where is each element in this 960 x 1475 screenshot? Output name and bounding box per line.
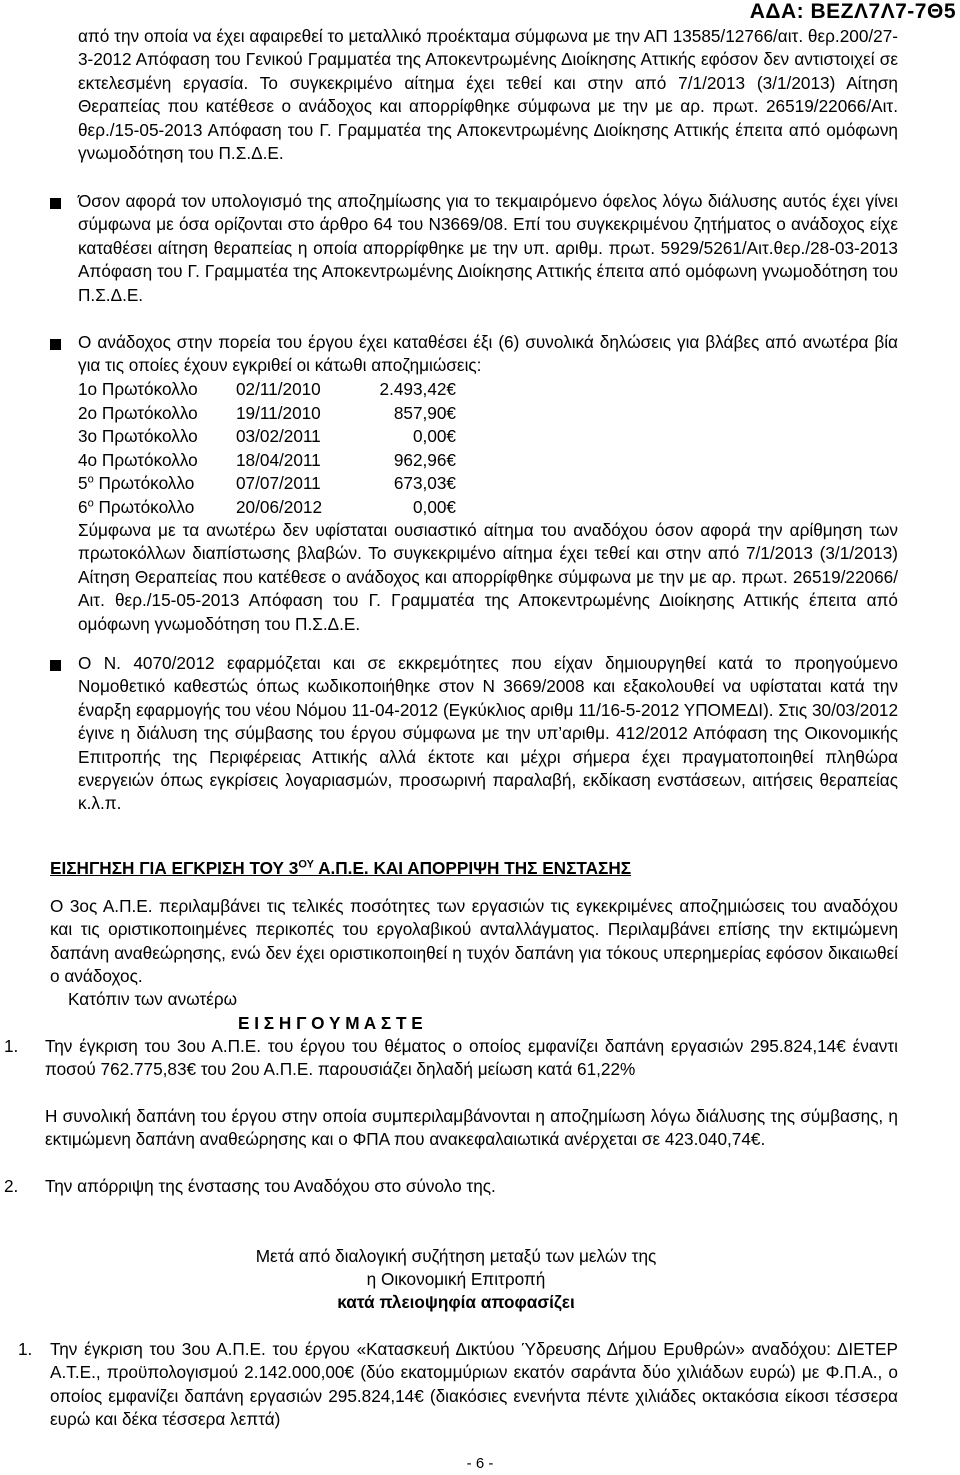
protocol-ordinal: ο bbox=[87, 496, 94, 509]
protocol-number: 3ο bbox=[78, 426, 98, 446]
protocol-number: 4ο bbox=[78, 449, 98, 470]
protocol-amount: 0,00€ bbox=[412, 496, 456, 517]
protocol-number: 6 bbox=[78, 496, 88, 517]
bullet-marker bbox=[50, 339, 61, 350]
after-table-paragraph: Σύμφωνα με τα ανωτέρω δεν υφίσταται ουσιαστικό αίτημα του αναδόχου όσον αφορά την αρίθμηση των πρωτοκόλλων διαπίστωσης βλαβών. Το συγκεκριμένο αίτημα έχει τεθεί και στην από 7/1/2013 (3/1/2013) Αίτηση Θεραπείας που κατέθεσε ο ανάδοχος και απορρίφθηκε σύμφωνα με την με αρ. πρωτ. 26519/22066/Αιτ. θερ./15-05-2013 Απόφαση του Γ. Γραμματέα της Αποκεντρωμένης Διοίκησης Αττικής έπειτα από ομόφωνη γνωμοδότηση του Π.Σ.Δ.Ε. bbox=[78, 520, 898, 634]
protocol-date: 03/02/2011 bbox=[236, 426, 321, 446]
bullet-paragraph-3: Ο Ν. 4070/2012 εφαρμόζεται και σε εκκρεμότητες που είχαν δημιουργηθεί κατά το προηγούμενο Νομοθετικό καθεστώς όπως κωδικοποιήθηκε στον Ν 3669/2008 και εξακολουθεί να υφίσταται κατά την έναρξη εφαρμογής του νέου Νόμου 11-04-2012 (Εγκύκλιος αριθμ 11/16-5-2012 ΥΠΟΜΕΔΙ). Στις 30/03/2012 έγινε η διάλυση της σύμβασης του έργου σύμφωνα με την υπ’αριθμ. 412/2012 Απόφαση της Οικονομικής Επιτροπής της Περιφέρειας Αττικής αλλά έκτοτε και μέχρι σήμερα έχει πραγματοποιηθεί πληθώρα ενεργειών όπως εγκρίσεις λογαριασμών, προσωρινή παραλαβή, εκδίκαση ενστάσεων, αιτήσεις θεραπείας κ.λ.π. bbox=[78, 653, 898, 814]
protocol-label: Πρωτόκολλο bbox=[98, 496, 195, 517]
heading-text: ΕΙΣΗΓΗΣΗ ΓΙΑ ΕΓΚΡΙΣΗ ΤΟΥ 3 bbox=[50, 858, 299, 878]
para-3ape: Ο 3ος Α.Π.Ε. περιλαμβάνει τις τελικές ποσότητες των εργασιών τις εγκεκριμένες αποζημιώσεις του αναδόχου και τις οριστικοποιημένες περικοπές του εργολαβικού ανταλλάγματος. Περιλαμβάνει επίσης την εκτιμώμενη δαπάνη αναθεώρησης, ενώ δεν έχει οριστικοποιηθεί η τυχόν δαπάνη για τόκους υπερημερίας εφόσον δικαιωθεί ο ανάδοχος. bbox=[50, 896, 898, 987]
protocol-date: 07/07/2011 bbox=[236, 473, 321, 493]
protocol-amount: 0,00€ bbox=[412, 426, 456, 446]
section-heading bbox=[50, 857, 631, 880]
protocol-number: 2ο bbox=[78, 402, 98, 423]
protocol-date: 02/11/2010 bbox=[236, 379, 321, 399]
decision-number: 1. bbox=[18, 1339, 33, 1359]
heading-text-end: Α.Π.Ε. ΚΑΙ ΑΠΟΡΡΙΨΗ ΤΗΣ ΕΝΣΤΑΣΗΣ bbox=[313, 858, 632, 878]
bullet-marker bbox=[50, 660, 61, 671]
intro-paragraph: από την οποία να έχει αφαιρεθεί το μεταλλικό προέκταμα σύμφωνα με την ΑΠ 13585/12766/αιτ. θερ.200/27-3-2012 Απόφαση του Γενικού Γραμματέα της Αποκεντρωμένης Διοίκησης Αττικής εφόσον δεν αντιστοιχεί σε εκτελεσμένη εργασία. Το συγκεκριμένο αίτημα έχει τεθεί και στην από 7/1/2013 (3/1/2013) Αίτηση Θεραπείας που κατέθεσε ο ανάδοχος και απορρίφθηκε σύμφωνα με την με αρ. πρωτ. 26519/22066/Αιτ. θερ./15-05-2013 Απόφαση του Γ. Γραμματέα της Αποκεντρωμένης Διοίκησης Αττικής έπειτα από ομόφωνη γνωμοδότηση του Π.Σ.Δ.Ε. bbox=[78, 26, 898, 164]
closing-line-2: η Οικονομική Επιτροπή bbox=[366, 1269, 546, 1289]
protocol-amount: 2.493,42€ bbox=[379, 379, 456, 399]
bullet-marker bbox=[50, 198, 61, 209]
protocol-amount: 673,03€ bbox=[393, 473, 456, 493]
protocol-label: Πρωτόκολλο bbox=[101, 426, 198, 446]
protocol-label: Πρωτόκολλο bbox=[98, 473, 195, 493]
item-2-text: Την απόρριψη της ένστασης του Αναδόχου στο σύνολο της. bbox=[45, 1176, 496, 1196]
protocol-number: 5 bbox=[78, 473, 88, 493]
closing-line-3: κατά πλειοψηφία αποφασίζει bbox=[337, 1292, 575, 1312]
protocol-label: Πρωτόκολλο bbox=[101, 449, 198, 470]
bullet-paragraph-2: Ο ανάδοχος στην πορεία του έργου έχει καταθέσει έξι (6) συνολικά δηλώσεις για βλάβες από ανωτέρα βία για τις οποίες έχουν εγκριθεί οι κάτωθι αποζημιώσεις: bbox=[78, 332, 898, 376]
closing-line-1: Μετά από διαλογική συζήτηση μεταξύ των μελών της bbox=[255, 1246, 657, 1266]
eisigoumaste-heading: Ε Ι Σ Η Γ Ο Υ Μ Α Σ Τ Ε bbox=[238, 1013, 423, 1033]
protocol-number: 1ο bbox=[78, 379, 98, 399]
item-number: 2. bbox=[4, 1176, 19, 1196]
protocol-date: 19/11/2010 bbox=[236, 402, 321, 423]
decision-text: Την έγκριση του 3ου Α.Π.Ε. του έργου «Κατασκευή Δικτύου Ύδρευσης Δήμου Ερυθρών» αναδόχου: ΔΙΕΤΕΡ Α.Τ.Ε., προϋπολογισμού 2.142.000,00€ (δύο εκατομμύριων εκατόν σαράντα δύο χιλιάδων ευρώ) με Φ.Π.Α., ο οποίος εμφανίζει δαπάνη εργασιών 295.824,14€ (διακόσιες ενενήντα πέντε χιλιάδες οκτακόσια είκοσι τέσσερα ευρώ και δέκα τέσσερα λεπτά) bbox=[50, 1339, 898, 1430]
bullet-paragraph-1: Όσον αφορά τον υπολογισμό της αποζημίωσης για το τεκμαιρόμενο όφελος λόγω διάλυσης αυτός έχει γίνει σύμφωνα με όσα ορίζονται στο άρθρο 64 του Ν3669/08. Επί του συγκεκριμένου ζητήματος ο ανάδοχος είχε καταθέσει αίτηση θεραπείας η οποία απορρίφθηκε με την υπ. αριθμ. πρωτ. 5929/5261/Αιτ.θερ./28-03-2013 Απόφαση του Γ. Γραμματέα της Αποκεντρωμένης Διοίκησης Αττικής έπειτα από ομόφωνη γνωμοδότηση του Π.Σ.Δ.Ε. bbox=[78, 191, 898, 305]
item-number: 1. bbox=[4, 1036, 19, 1056]
page-number: - 6 - bbox=[466, 1455, 494, 1472]
protocol-amount: 962,96€ bbox=[393, 449, 456, 470]
heading-ordinal: ΟΥ bbox=[298, 858, 314, 871]
protocol-label: Πρωτόκολλο bbox=[101, 379, 198, 399]
protocol-date: 20/06/2012 bbox=[236, 496, 323, 517]
katopin-text: Κατόπιν των ανωτέρω bbox=[68, 989, 238, 1009]
ada-code: ΑΔΑ: ΒΕΖΛ7Λ7-7Θ5 bbox=[749, 0, 956, 23]
protocol-label: Πρωτόκολλο bbox=[101, 402, 198, 423]
protocol-amount: 857,90€ bbox=[393, 402, 456, 423]
item-1-text-2: Η συνολική δαπάνη του έργου στην οποία συμπεριλαμβάνονται η αποζημίωση λόγω διάλυσης της σύμβασης, η εκτιμώμενη δαπάνη αναθεώρησης και ο ΦΠΑ που ανακεφαλαιωτικά ανέρχεται σε 423.040,74€. bbox=[45, 1106, 898, 1150]
protocol-ordinal: ο bbox=[87, 473, 94, 486]
item-1-text: Την έγκριση του 3ου Α.Π.Ε. του έργου του θέματος ο οποίος εμφανίζει δαπάνη εργασιών 295.824,14€ έναντι ποσού 762.775,83€ του 2ου Α.Π.Ε. παρουσιάζει δηλαδή μείωση κατά 61,22% bbox=[45, 1036, 898, 1080]
protocol-date: 18/04/2011 bbox=[236, 449, 321, 470]
